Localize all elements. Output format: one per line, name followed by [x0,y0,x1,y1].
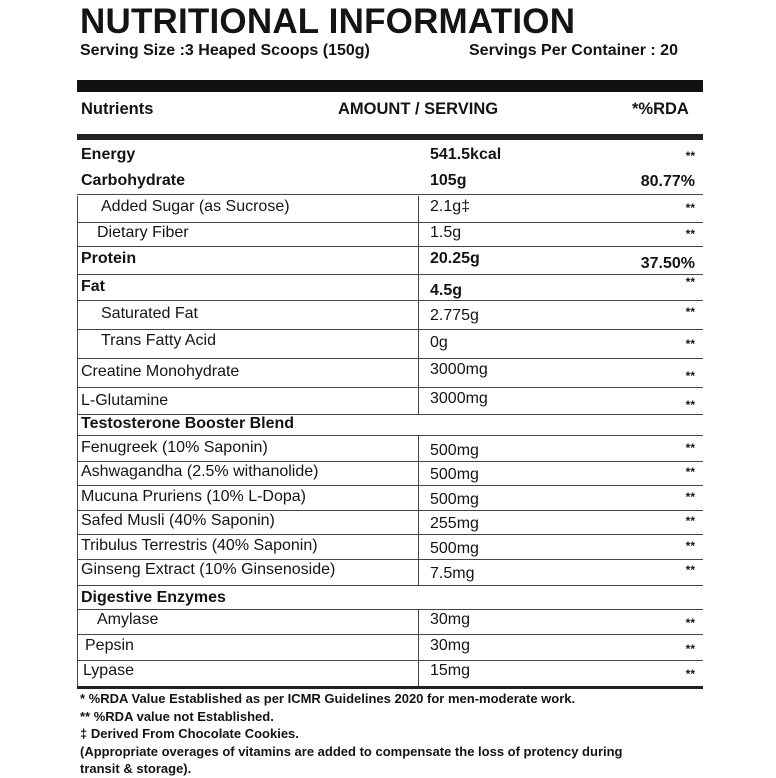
nutrient-rda: ** [685,305,695,319]
footnote: ** %RDA value not Established. [80,708,274,724]
nutrient-amount: 500mg [430,540,479,557]
nutrient-name: Lypase [83,662,134,679]
nutrient-rda: ** [685,149,695,163]
nutrient-rda: ** [685,514,695,528]
nutrient-amount: 500mg [430,466,479,483]
footnote: ‡ Derived From Chocolate Cookies. [80,726,299,741]
nutrient-amount: 15mg [430,662,471,679]
nutrient-amount: 500mg [430,442,479,459]
table-row [77,332,703,359]
nutrient-name: Ashwagandha (2.5% withanolide) [81,463,319,480]
nutrient-rda: ** [685,275,695,289]
nutrient-amount: 1.5g [430,224,462,241]
nutrient-name: Saturated Fat [101,305,198,322]
nutrient-name: Digestive Enzymes [81,589,226,606]
nutrient-name: L-Glutamine [81,392,169,409]
nutrient-amount: 7.5mg [430,565,475,582]
servings-per-container: Servings Per Container : 20 [469,42,678,59]
nutrient-name: Tribulus Terrestris (40% Saponin) [81,537,318,554]
nutrient-rda: ** [685,369,695,383]
nutrient-name: Added Sugar (as Sucrose) [101,198,290,215]
nutrient-name: Fenugreek (10% Saponin) [81,439,268,456]
nutrient-amount: 2.775g [430,307,479,324]
nutrient-rda: ** [685,667,695,681]
nutrient-name: Energy [81,146,136,163]
nutrient-rda: 37.50% [640,255,695,272]
nutrient-rda: ** [685,465,695,479]
nutrient-rda: ** [685,441,695,455]
nutrient-amount: 2.1g‡ [430,198,471,215]
panel-title: NUTRITIONAL INFORMATION [80,2,576,41]
footnotes [80,690,623,778]
nutrient-amount: 0g [430,334,448,351]
column-divider [418,196,419,414]
table-bottom-rule [77,686,703,689]
table-row [77,488,703,511]
nutrient-rda: ** [685,490,695,504]
nutrient-name: Testosterone Booster Blend [81,415,295,432]
table-section-header [77,415,703,436]
table-section-header [77,589,703,610]
table-row [77,463,703,486]
nutrient-amount: 541.5kcal [430,146,502,163]
table-row [77,146,703,170]
nutrient-name: Safed Musli (40% Saponin) [81,512,275,529]
nutrient-amount: 4.5g [430,282,463,299]
nutrient-rda: ** [685,337,695,351]
nutrient-rda: ** [685,539,695,553]
nutrient-name: Protein [81,250,137,267]
nutrient-amount: 30mg [430,611,471,628]
column-divider [418,436,419,586]
nutrient-rda: ** [685,642,695,656]
serving-size: Serving Size :3 Heaped Scoops (150g) [80,42,370,59]
nutrient-name: Pepsin [85,637,134,654]
table-row [77,512,703,535]
table-row [77,390,703,415]
col-header-rda: *%RDA [632,100,689,118]
table-row [77,561,703,586]
nutrient-rda: ** [685,398,695,412]
table-row [77,662,703,686]
nutrient-name: Creatine Monohydrate [81,363,240,380]
table-row [77,198,703,223]
table-row [77,439,703,462]
footnote: * %RDA Value Established as per ICMR Guidelines 2020 for men-moderate work. [80,691,576,706]
nutrient-amount: 3000mg [430,361,488,378]
nutrient-amount: 3000mg [430,390,488,407]
nutrient-amount: 255mg [430,515,479,532]
nutrient-name: Fat [81,278,105,295]
table-row [77,250,703,275]
header-rule [77,80,703,92]
nutrient-rda: ** [685,616,695,630]
table-row [77,172,703,195]
table-row [77,361,703,388]
table-row [77,637,703,661]
nutrient-name: Mucuna Pruriens (10% L-Dopa) [81,488,306,505]
table-row [77,305,703,330]
column-divider [418,610,419,686]
nutrient-rda: ** [685,227,695,241]
col-header-nutrients: Nutrients [81,100,154,118]
table-row [77,537,703,560]
nutrient-rda: 80.77% [640,173,695,190]
nutrient-amount: 105g [430,172,467,189]
nutrient-name: Amylase [97,611,159,628]
nutrient-name: Carbohydrate [81,172,186,189]
footnote: (Appropriate overages of vitamins are added to compensate the loss of protency during [80,743,623,759]
nutrient-amount: 500mg [430,491,479,508]
table-left-border [77,196,78,686]
nutrient-rda: ** [685,201,695,215]
table-row [77,224,703,247]
nutrient-rda: ** [685,563,695,577]
table-row [77,611,703,635]
table-row [77,275,703,301]
nutrient-amount: 30mg [430,637,471,654]
col-header-amount: AMOUNT / SERVING [338,100,499,118]
nutrient-name: Dietary Fiber [97,224,189,241]
nutrient-name: Ginseng Extract (10% Ginsenoside) [81,561,336,578]
nutrient-name: Trans Fatty Acid [101,332,216,349]
footnote: transit & storage). [80,761,192,776]
nutrient-amount: 20.25g [430,250,480,267]
column-header-rule [77,134,703,140]
